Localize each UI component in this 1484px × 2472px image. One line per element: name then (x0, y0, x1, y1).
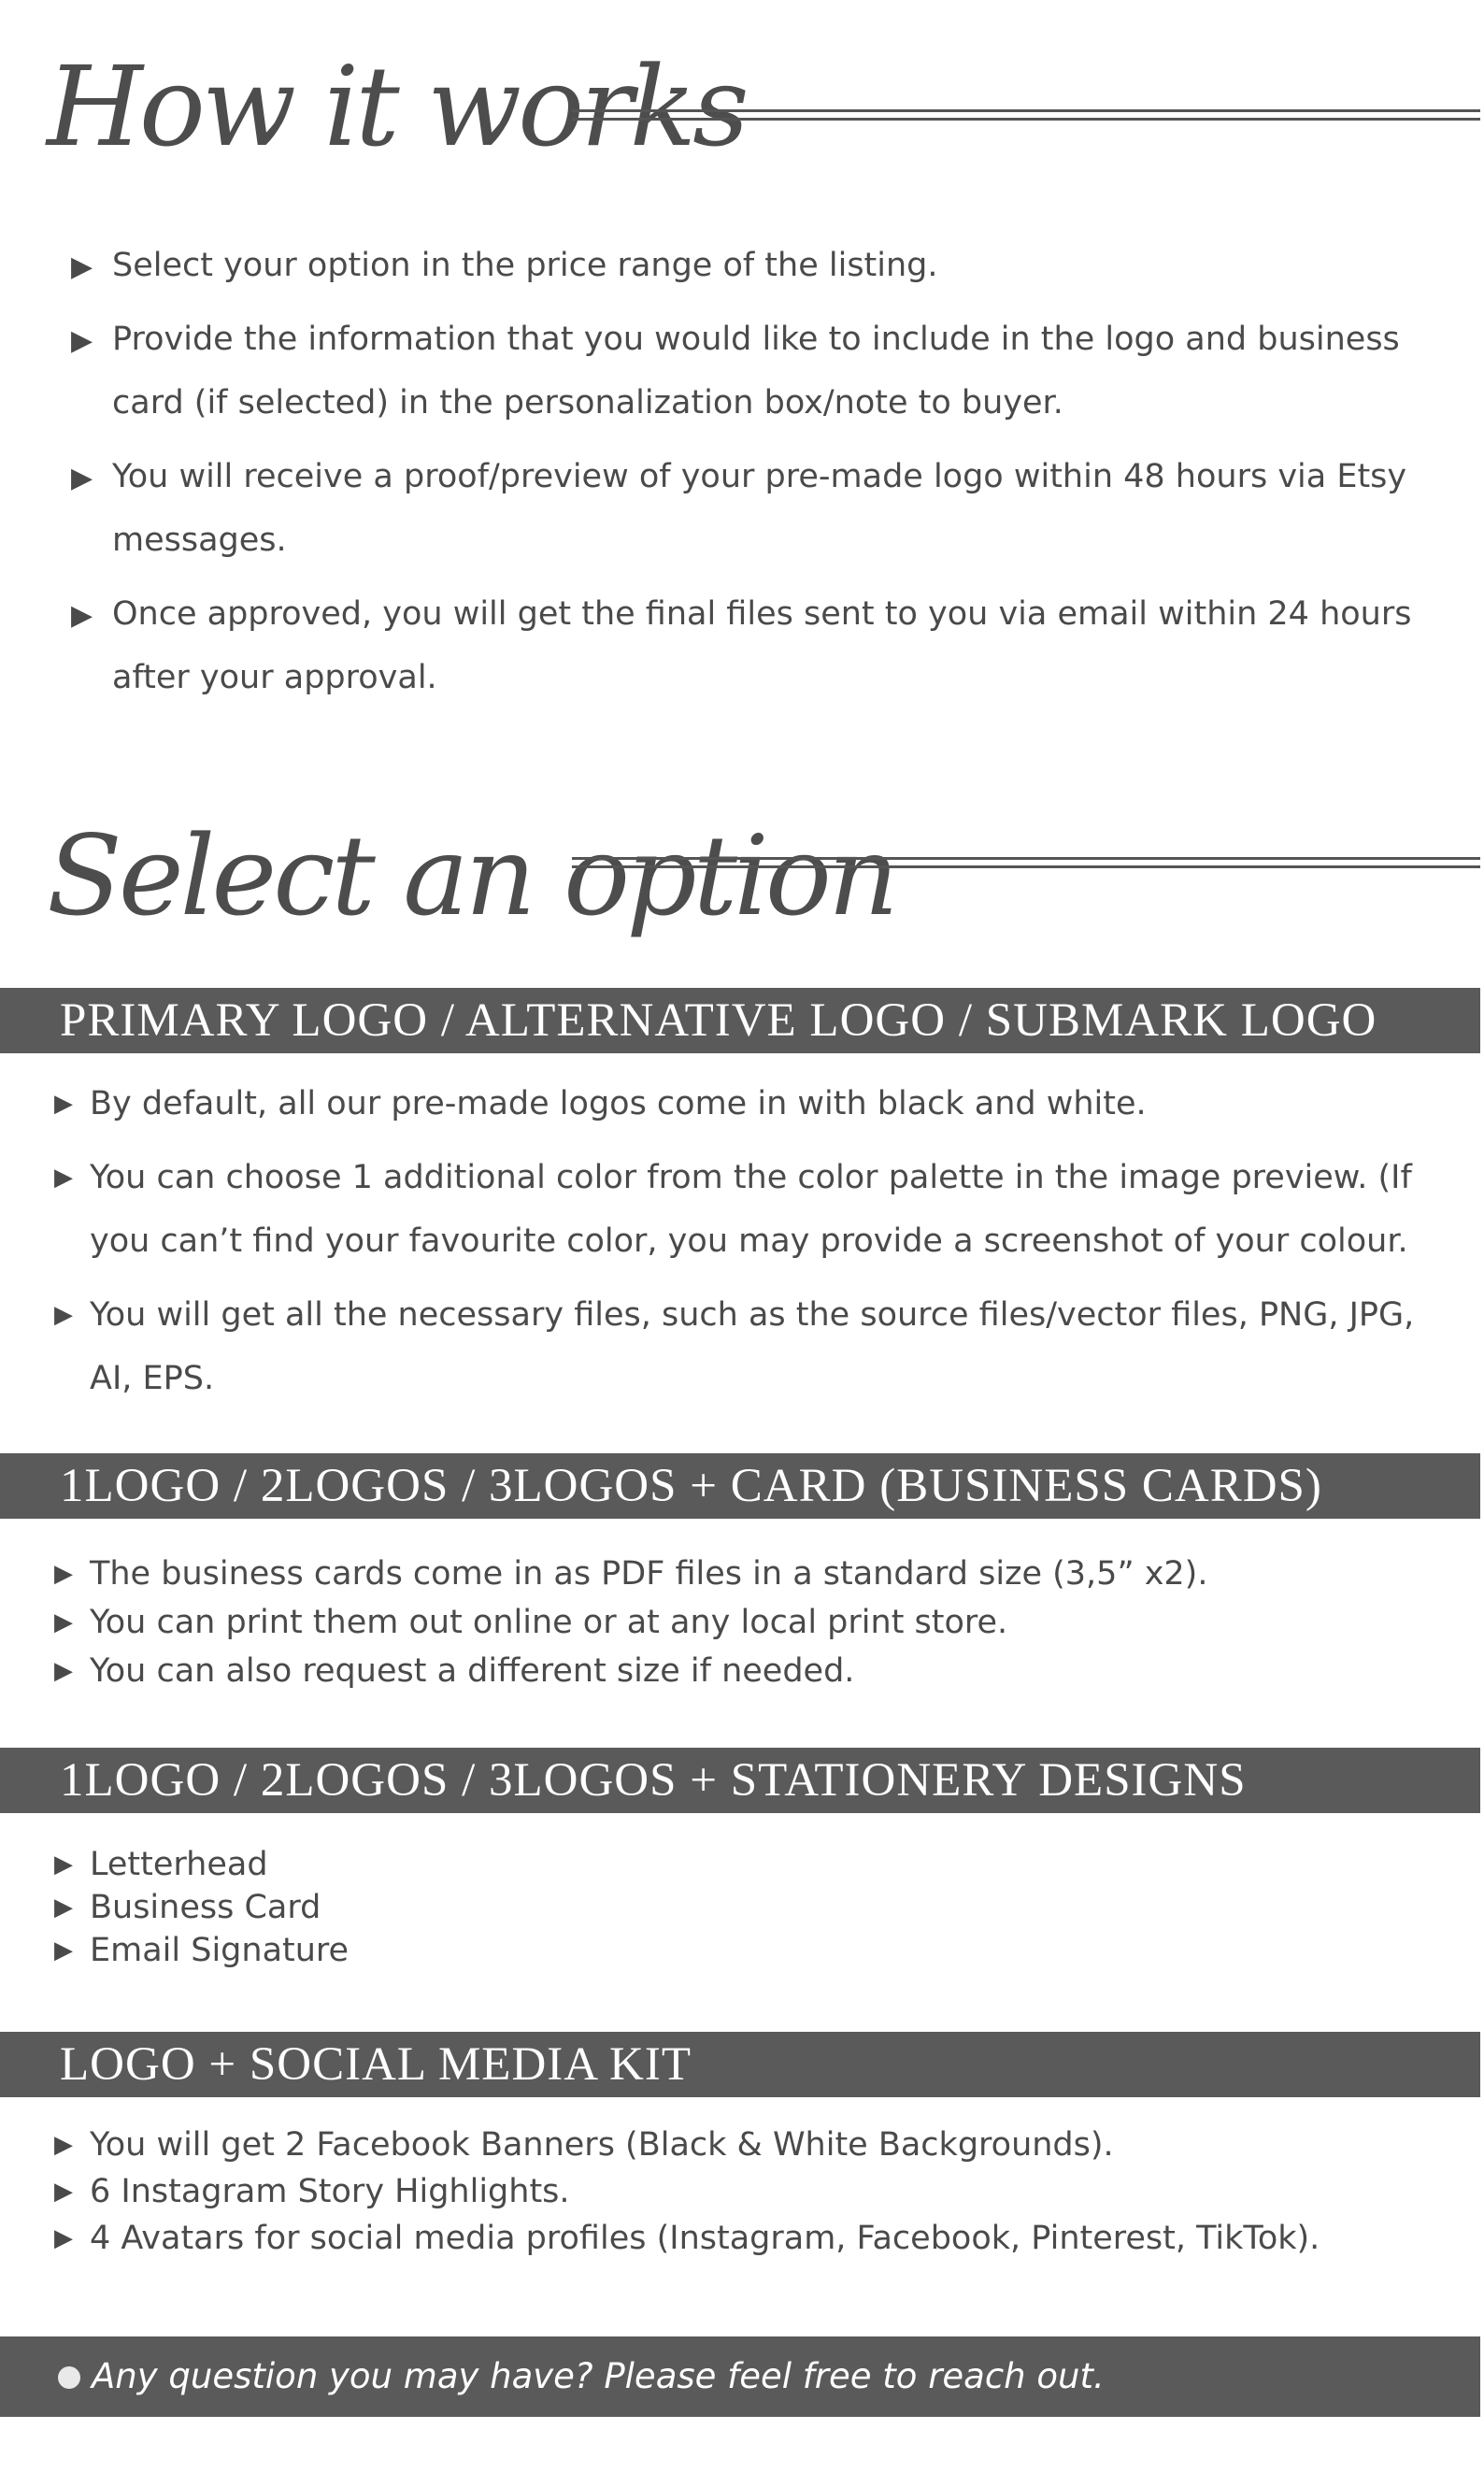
list-item (0, 1598, 1454, 1647)
triangle-right-icon: ▶ (54, 1164, 73, 1192)
contact-footer (0, 2336, 1480, 2417)
triangle-right-icon: ▶ (54, 1301, 73, 1329)
list-item (0, 445, 1458, 572)
option-details-business-cards (0, 1550, 1454, 1695)
item-text: 4 Avatars for social media profiles (Instagram, Facebook, Pinterest, TikTok). (90, 2220, 1320, 2257)
triangle-right-icon: ▶ (54, 2224, 73, 2252)
select-option-header (0, 785, 1484, 953)
list-item (0, 582, 1458, 709)
triangle-right-icon: ▶ (54, 1090, 73, 1118)
option-details-social-media-kit (0, 2122, 1454, 2262)
option-heading-stationery: 1LOGO / 2LOGOS / 3LOGOS + STATIONERY DESIGNS (0, 1748, 1480, 1813)
step-text: You will receive a proof/preview of your pre-made logo within 48 hours via Etsy messages. (112, 458, 1407, 559)
dot-icon (58, 2366, 80, 2389)
step-text: Provide the information that you would like to include in the logo and business card (if selected) in the personalization box/note to buyer. (112, 321, 1400, 422)
triangle-right-icon: ▶ (54, 1608, 73, 1636)
footer-text: Any question you may have? Please feel free to reach out. (92, 2356, 1105, 2396)
list-item (0, 2168, 1454, 2215)
triangle-right-icon: ▶ (54, 1893, 73, 1922)
triangle-right-icon: ▶ (54, 1560, 73, 1588)
item-text: You will get 2 Facebook Banners (Black & White Backgrounds). (90, 2126, 1114, 2164)
option-heading-primary-logo: PRIMARY LOGO / ALTERNATIVE LOGO / SUBMARK LOGO (0, 988, 1480, 1053)
how-it-works-title: How it works (47, 42, 746, 171)
list-item (0, 1843, 1454, 1886)
option-details-primary-logo (0, 1072, 1454, 1410)
item-text: You will get all the necessary files, such as the source files/vector files, PNG, JPG, AI, EPS. (90, 1296, 1415, 1397)
list-item (0, 1929, 1454, 1972)
select-option-title: Select an option (47, 811, 895, 940)
list-item (0, 234, 1458, 297)
step-text: Once approved, you will get the final files sent to you via email within 24 hours after your approval. (112, 595, 1412, 696)
triangle-right-icon: ▶ (71, 250, 93, 283)
triangle-right-icon: ▶ (71, 462, 93, 494)
item-text: The business cards come in as PDF files in a standard size (3,5” x2). (90, 1555, 1208, 1593)
how-it-works-header (0, 0, 1484, 187)
item-text: You can also request a different size if needed. (90, 1652, 855, 1690)
triangle-right-icon: ▶ (54, 1850, 73, 1879)
item-text: Business Card (90, 1889, 321, 1926)
list-item (0, 1283, 1454, 1410)
item-text: 6 Instagram Story Highlights. (90, 2173, 570, 2210)
list-item (0, 1886, 1454, 1929)
title-divider (572, 857, 1480, 868)
list-item (0, 1550, 1454, 1598)
option-details-stationery (0, 1843, 1454, 1972)
list-item (0, 2215, 1454, 2262)
option-heading-business-cards: 1LOGO / 2LOGOS / 3LOGOS + CARD (BUSINESS CARDS) (0, 1453, 1480, 1519)
item-text: You can choose 1 additional color from the color palette in the image preview. (If you can’t find your favourite color, you may provide a screenshot of your colour. (90, 1159, 1412, 1260)
list-item (0, 1647, 1454, 1695)
item-text: You can print them out online or at any local print store. (90, 1604, 1008, 1641)
list-item (0, 1072, 1454, 1136)
item-text: Letterhead (90, 1846, 268, 1883)
triangle-right-icon: ▶ (54, 2131, 73, 2159)
item-text: Email Signature (90, 1932, 350, 1969)
triangle-right-icon: ▶ (54, 1657, 73, 1685)
list-item (0, 2122, 1454, 2168)
step-text: Select your option in the price range of the listing. (112, 247, 938, 284)
triangle-right-icon: ▶ (54, 2178, 73, 2206)
triangle-right-icon: ▶ (54, 1936, 73, 1965)
title-divider (572, 109, 1480, 121)
list-item (0, 307, 1458, 435)
list-item (0, 1146, 1454, 1273)
triangle-right-icon: ▶ (71, 599, 93, 632)
option-heading-social-media-kit: LOGO + SOCIAL MEDIA KIT (0, 2032, 1480, 2097)
how-it-works-steps (0, 234, 1458, 720)
item-text: By default, all our pre-made logos come in with black and white. (90, 1085, 1147, 1122)
triangle-right-icon: ▶ (71, 324, 93, 357)
